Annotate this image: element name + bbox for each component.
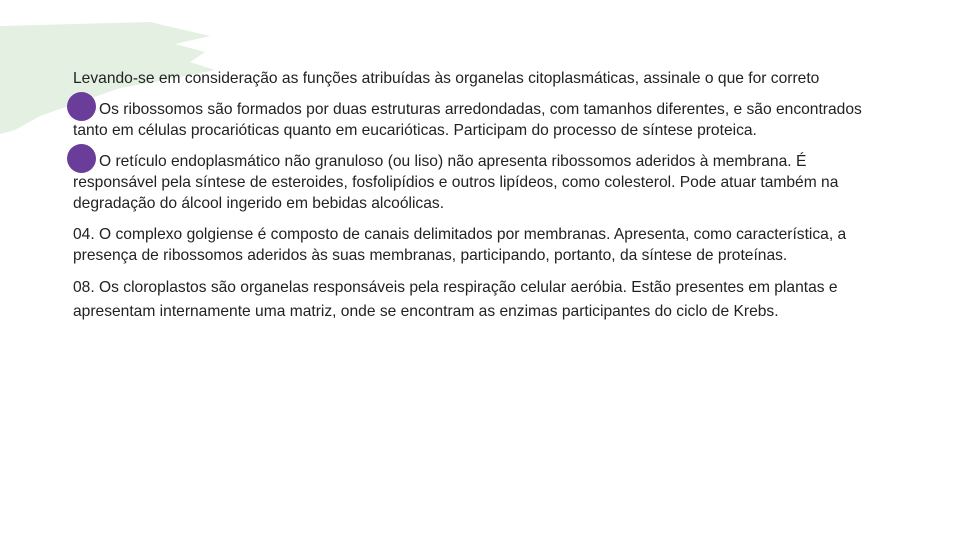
option-02[interactable] (73, 151, 888, 214)
option-04[interactable] (73, 224, 888, 266)
selection-marker (67, 92, 96, 121)
option-01[interactable] (73, 99, 888, 141)
option-text: Os ribossomos são formados por duas estruturas arredondadas, com tamanhos diferentes, e são encontrados tanto em células procarióticas quanto em eucarióticas. Participam do processo de síntese proteica. (73, 101, 862, 139)
option-text: Os cloroplastos são organelas responsáveis pela respiração celular aeróbia. Estão presentes em plantas e apresentam internamente uma matriz, onde se encontram as enzimas participantes do ciclo de Krebs. (73, 279, 838, 320)
question-content (73, 68, 888, 334)
option-text: O complexo golgiense é composto de canais delimitados por membranas. Apresenta, como característica, a presença de ribossomos aderidos às suas membranas, participando, portanto, da síntese de proteínas. (73, 226, 847, 264)
option-number: 08. (73, 279, 95, 296)
option-text: O retículo endoplasmático não granuloso (ou liso) não apresenta ribossomos aderidos à membrana. É responsável pela síntese de esteroides, fosfolipídios e outros lipídeos, como colesterol. Pode atuar também na degradação do álcool ingerido em bebidas alcoólicas. (73, 153, 839, 212)
option-number: 04. (73, 226, 95, 243)
question-prompt: Levando-se em consideração as funções atribuídas às organelas citoplasmáticas, assinale o que for correto (73, 70, 820, 87)
selection-marker (67, 144, 96, 173)
option-08[interactable] (73, 276, 888, 324)
